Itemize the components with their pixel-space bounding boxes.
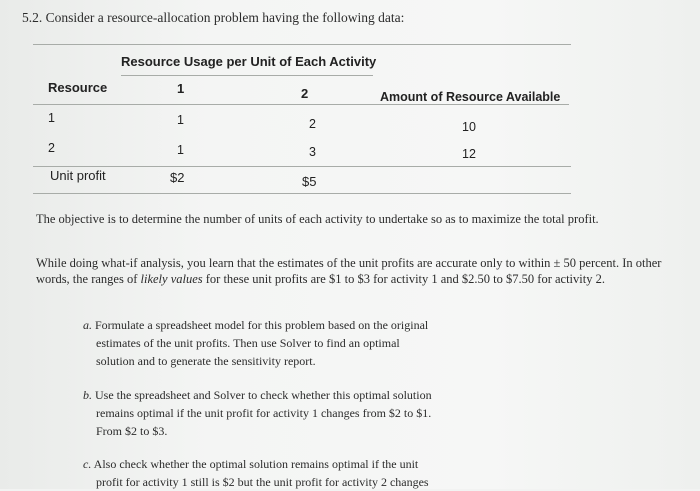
part-b-line-1: Use the spreadsheet and Solver to check whether this optimal solution (95, 388, 432, 402)
column-header-rule (33, 104, 569, 105)
objective-text: The objective is to determine the number of units of each activity to undertake so as to maximize the total profit. (36, 212, 599, 226)
problem-heading: 5.2. Consider a resource-allocation problem having the following data: (22, 10, 405, 25)
part-b-line-3: From $2 to $3. (96, 424, 168, 438)
part-a-letter: a. (83, 318, 92, 332)
row-2-activity-2: 3 (309, 145, 316, 159)
part-a-line-2: estimates of the unit profits. Then use Solver to find an optimal (96, 336, 400, 350)
table-bottom-rule (33, 193, 571, 194)
row-2-amount: 12 (462, 147, 476, 161)
likely-values-emphasis: likely values (140, 272, 203, 286)
row-1-activity-1: 1 (177, 113, 184, 127)
part-a-line-1: Formulate a spreadsheet model for this problem based on the original (95, 318, 429, 332)
row-1-resource: 1 (48, 111, 55, 125)
part-a (83, 316, 483, 370)
part-b-line-2: remains optimal if the unit profit for activity 1 changes from $2 to $1. (96, 406, 432, 420)
row-2-activity-1: 1 (177, 143, 184, 157)
activity-1-header: 1 (177, 81, 185, 96)
row-2-resource: 2 (48, 141, 55, 155)
table-top-rule (33, 44, 571, 45)
row-1-activity-2: 2 (309, 117, 316, 131)
unit-profit-label: Unit profit (50, 168, 106, 183)
whatif-paragraph (36, 255, 686, 287)
row-1-amount: 10 (462, 120, 476, 134)
data-bottom-rule (33, 166, 571, 167)
group-header-rule (121, 75, 373, 76)
part-a-line-3: solution and to generate the sensitivity report. (96, 354, 316, 368)
amount-column-header: Amount of Resource Available (380, 90, 561, 104)
part-c (83, 455, 503, 491)
unit-profit-activity-1: $2 (170, 170, 185, 185)
part-c-line-1: Also check whether the optimal solution remains optimal if the unit (93, 457, 419, 471)
part-c-letter: c. (83, 457, 92, 471)
resource-column-header: Resource (48, 80, 108, 95)
part-c-line-2: profit for activity 1 still is $2 but the unit profit for activity 2 changes (96, 475, 429, 489)
group-header: Resource Usage per Unit of Each Activity (121, 54, 377, 69)
activity-2-header: 2 (301, 86, 309, 101)
whatif-line-1: While doing what-if analysis, you learn that the estimates of the unit profits are accurate only to within ± 50 percent. In other (36, 256, 662, 270)
part-b (83, 386, 483, 440)
whatif-line-2: words, the ranges of likely values for these unit profits are $1 to $3 for activity 1 and $2.50 to $7.50 for activity 2. (36, 272, 605, 286)
unit-profit-activity-2: $5 (302, 174, 317, 189)
part-b-letter: b. (83, 388, 92, 402)
